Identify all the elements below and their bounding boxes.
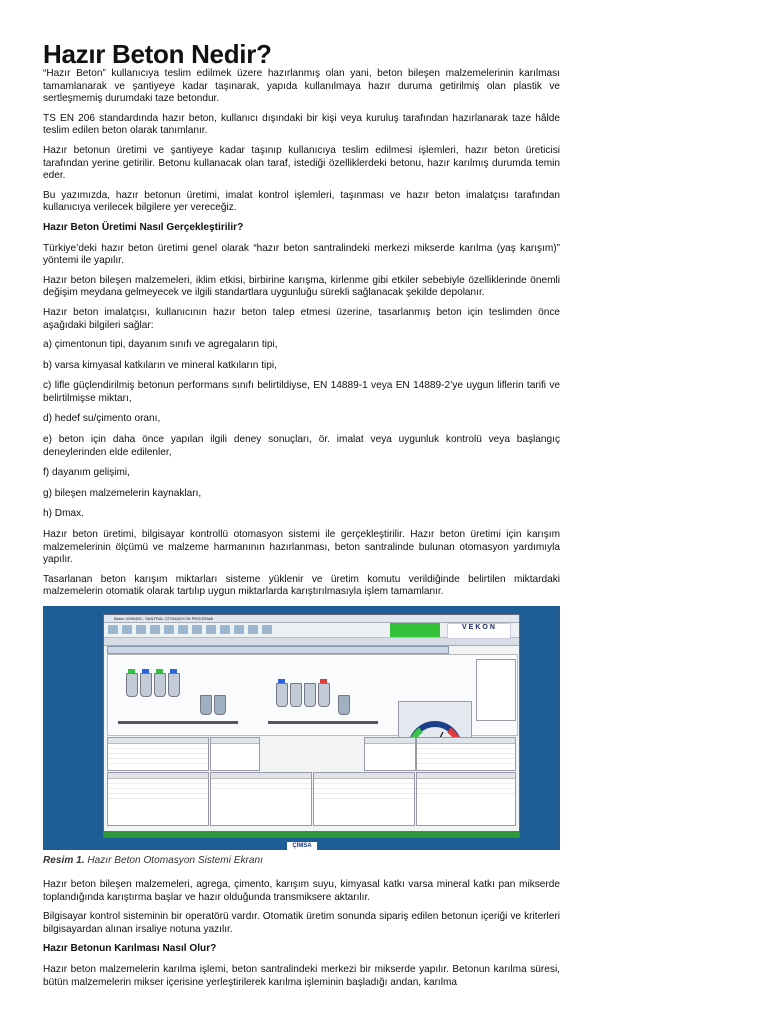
paragraph-last: Hazır beton malzemelerin karılma işlemi, beton santralindeki merkezi bir mikserde yapılır. Betonun karılma süresi, bütün malzemelerin mikser içerisine yerleştirilerek karılma işleminin başladığı andan, karılma [43, 963, 560, 988]
status-indicator [390, 623, 440, 637]
paragraph-article: Bu yazımızda, hazır betonun üretimi, imalat kontrol işlemleri, taşınması ve hazır beton imalatçısı tarafından kullanıcıya verilecek bilgilere yer vereceğiz. [43, 189, 560, 214]
paragraph-automation: Hazır beton üretimi, bilgisayar kontrollü otomasyon sistemi ile gerçekleştirilir. Hazır beton üretimi için karışım malzemelerinin ölçümü ve malzeme harmanının hazırlanması, beton santralinde bulunan otomasyon yardımıyla yapılır. [43, 529, 560, 566]
info-panel [107, 737, 209, 771]
aggregate-silo [126, 673, 138, 697]
batch-table [210, 772, 312, 826]
silo-tag [320, 679, 327, 683]
automation-screenshot-figure [43, 606, 560, 850]
batch-table [313, 772, 415, 826]
batch-table [416, 772, 516, 826]
list-item: d) hedef su/çimento oranı, [43, 413, 161, 425]
paragraph-production: Hazır betonun üretimi ve şantiyeye kadar taşınıp kullanıcıya teslim edilmesi işlemleri, hazır beton üreticisi tarafından yerine getirilir. Betonu kullanacak olan taraf, istediği özelliklerdeki betonu, hazır karılmış durumda temin eder. [43, 144, 560, 182]
automation-app-window [103, 614, 520, 838]
toolbar-icon [234, 625, 244, 634]
section-heading-mixing: Hazır Betonun Karılması Nasıl Olur? [43, 943, 217, 955]
figure-caption [43, 855, 560, 866]
paragraph-mixing: Hazır beton bileşen malzemeleri, agrega, çimento, karışım suyu, kimyasal katkı varsa mineral katkı pan mikserde toplandığında karıştırma başlar ve hazır olduğunda transmiksere aktarılır. [43, 879, 560, 903]
info-panel [210, 737, 260, 771]
paragraph-manufacturer: Hazır beton imalatçısı, kullanıcının hazır beton talep etmesi üzerine, tasarlanmış beton için teslimden önce aşağıdaki bilgileri sağlar: [43, 306, 560, 331]
toolbar-icon [206, 625, 216, 634]
app-ribbon [104, 623, 519, 638]
aggregate-silo [154, 673, 166, 697]
toolbar-icon [178, 625, 188, 634]
list-item: h) Dmax. [43, 508, 84, 520]
paragraph-turkey: Türkiye’deki hazır beton üretimi genel olarak “hazır beton santralindeki merkezi mikserde karılma (yaş karışım)” yöntemi ile yapılır. [43, 242, 560, 267]
list-item: e) beton için daha önce yapılan ilgili deney sonuçları, ör. imalat veya uygunluk kontrolü veya başlangıç deneylerinden elde edilenler, [43, 434, 560, 458]
silo-tag [156, 669, 163, 673]
list-item: g) bileşen malzemelerin kaynakları, [43, 487, 202, 499]
silo-tag [128, 669, 135, 673]
plant-diagram [107, 654, 518, 736]
caption-label: Resim 1. [43, 855, 85, 866]
app-tabs [104, 638, 519, 646]
aggregate-silo [168, 673, 180, 697]
paragraph-operator: Bilgisayar kontrol sisteminin bir operatörü vardır. Otomatik üretim sonunda sipariş edilen betonun içeriği ve kriterleri bilgisayardan alınan irsaliye notuna yazılır. [43, 911, 560, 935]
cement-silo [304, 683, 316, 707]
toolbar-icon [108, 625, 118, 634]
silo-tag [170, 669, 177, 673]
toolbar-icon [262, 625, 272, 634]
list-item: a) çimentonun tipi, dayanım sınıfı ve agregaların tipi, [43, 339, 278, 351]
aggregate-silo [140, 673, 152, 697]
list-item: c) lifle güçlendirilmiş betonun performans sınıfı belirtildiyse, EN 14889-1 veya EN 14889-2’ye uygun liflerin tarifi ve belirtilmişse miktarı, [43, 380, 560, 404]
vendor-logo-text: VEKON [462, 624, 497, 631]
app-window-title: Beton V090405 - SANTRAL OTOMASYON PROGRAMI [114, 616, 214, 621]
toolbar-icon [122, 625, 132, 634]
paragraph-designed: Tasarlanan beton karışım miktarları sisteme yüklenir ve üretim komutu verildiğinde belirtilen miktardaki malzemelerin otomatik olarak tartılıp uygun miktarlarda karıştırılmasıyla işlem tamamlanır. [43, 573, 560, 598]
toolbar-icon [248, 625, 258, 634]
cement-silo [318, 683, 330, 707]
cement-silo [290, 683, 302, 707]
info-panel [364, 737, 416, 771]
paragraph-ts: TS EN 206 standardında hazır beton, kullanıcı dışındaki bir kişi veya kuruluş tarafından hazırlanarak taze hâlde teslim edilen beton olarak tanımlanır. [43, 112, 560, 137]
mixer [338, 695, 350, 715]
plant-subwindow-bar [107, 646, 449, 654]
app-titlebar [104, 615, 519, 623]
vendor-logo [447, 623, 511, 639]
toolbar-icon [150, 625, 160, 634]
batch-table [107, 772, 209, 826]
cement-silo [276, 683, 288, 707]
toolbar-icon [192, 625, 202, 634]
toolbar-icon [220, 625, 230, 634]
paragraph-intro: “Hazır Beton” kullanıcıya teslim edilmek üzere hazırlanmış olan yani, beton bileşen malzemelerinin karılması tamamlanarak ve şantiyeye kadar taşınarak, yapıda kullanılmaya hazır duruma getirilmiş olan plastik ve sertleşmemiş durumdaki taze betondur. [43, 68, 560, 105]
toolbar-icon [136, 625, 146, 634]
page-title: Hazır Beton Nedir? [43, 39, 272, 69]
conveyor-belt [118, 721, 238, 724]
silo-tag [142, 669, 149, 673]
paragraph-materials: Hazır beton bileşen malzemeleri, iklim etkisi, birbirine karışma, kirlenme gibi etkiler sebebiyle özelliklerinde önemli değişim meydana gelmeyecek ve ilgili standartlara uygunluğu sürekli sağlanacak şekilde depolanır. [43, 274, 560, 299]
cimsa-logo: ÇİMSA [287, 842, 317, 850]
caption-text: Hazır Beton Otomasyon Sistemi Ekranı [84, 855, 263, 866]
conveyor-belt [268, 721, 378, 724]
app-status-bar [104, 831, 519, 837]
side-readout [476, 659, 516, 721]
list-item: f) dayanım gelişimi, [43, 467, 130, 479]
section-heading-production: Hazır Beton Üretimi Nasıl Gerçekleştirilir? [43, 221, 244, 233]
list-item: b) varsa kimyasal katkıların ve mineral katkıların tipi, [43, 359, 277, 371]
cement-silo [214, 695, 226, 715]
cement-silo [200, 695, 212, 715]
toolbar-icon [164, 625, 174, 634]
silo-tag [278, 679, 285, 683]
info-panel [416, 737, 516, 771]
article [43, 40, 560, 996]
